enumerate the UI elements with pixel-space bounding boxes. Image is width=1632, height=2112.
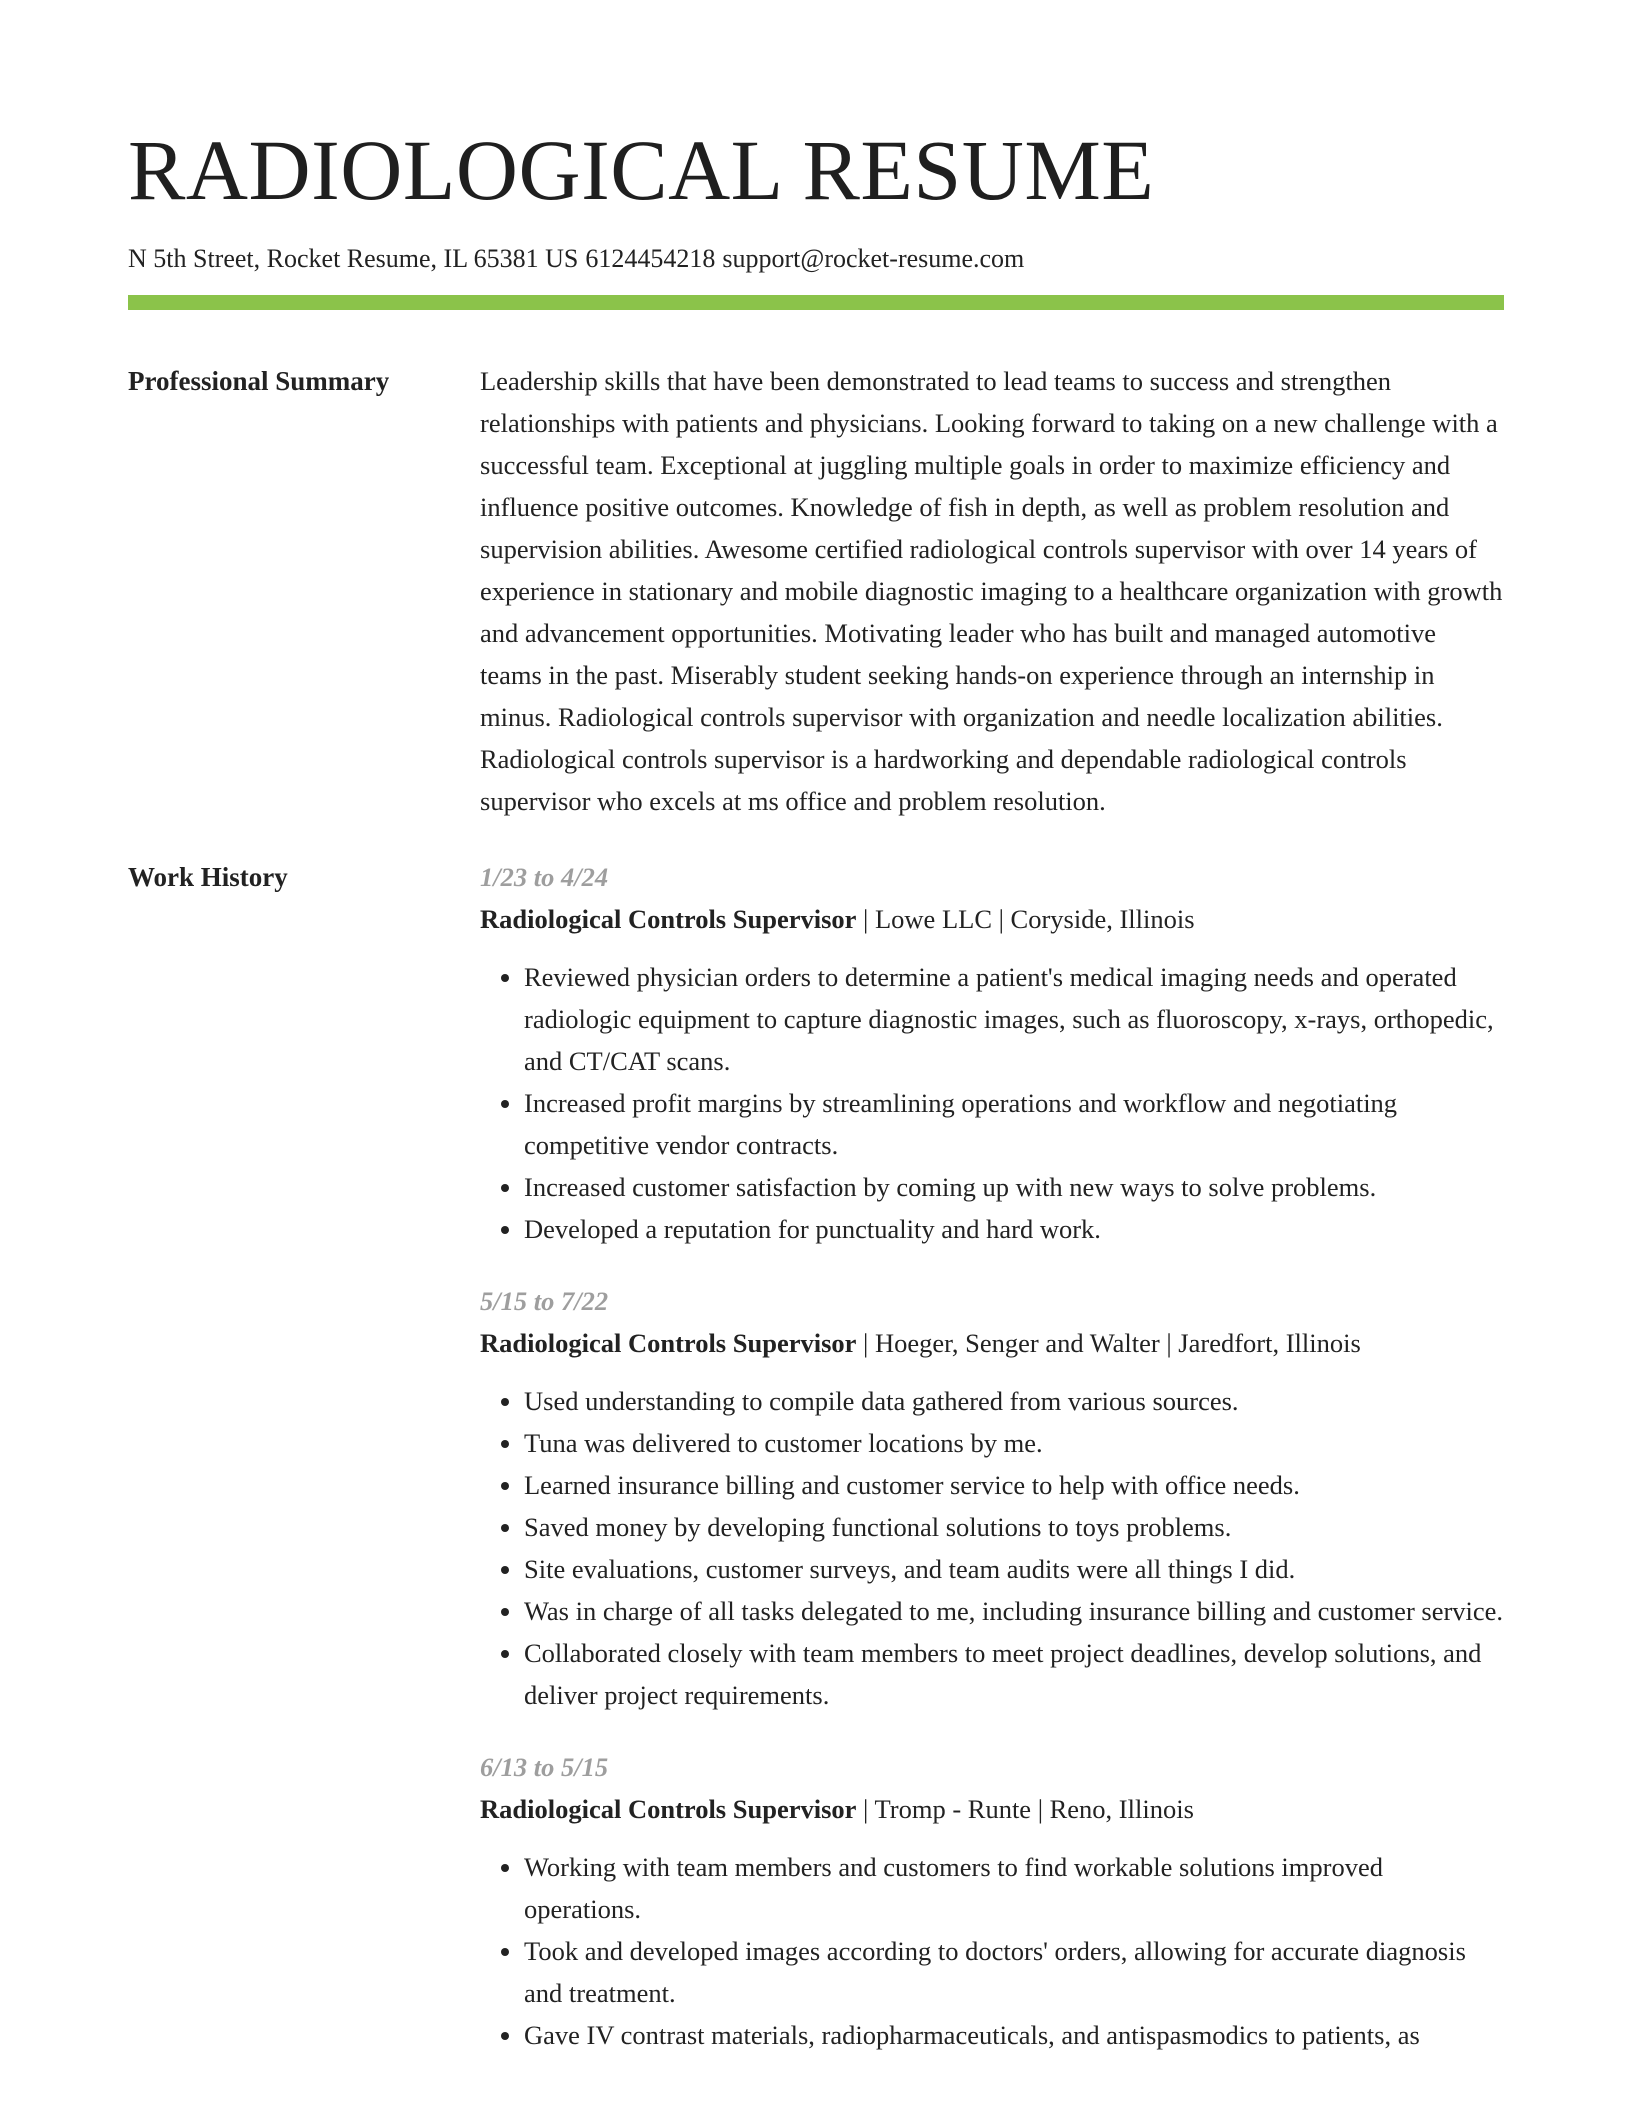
job-bullets <box>480 1380 1504 1716</box>
job-bullet: • Gave IV contrast materials, radiopharmaceuticals, and antispasmodics to patients, as <box>524 2014 1504 2056</box>
contact-email: support@rocket-resume.com <box>722 244 1025 273</box>
job-dates: 6/13 to 5/15 <box>480 1752 609 1782</box>
resume-title: RADIOLOGICAL RESUME <box>128 122 1155 218</box>
job-title-line <box>480 898 1504 940</box>
job-bullet: • Collaborated closely with team members to meet project deadlines, develop solutions, and deliver project requirements. <box>524 1632 1504 1716</box>
work-history-section <box>128 856 1504 2086</box>
summary-body <box>480 360 1504 822</box>
job-bullet: • Was in charge of all tasks delegated to me, including insurance billing and customer service. <box>524 1590 1504 1632</box>
job-entry <box>480 1746 1504 2056</box>
contact-address: N 5th Street, Rocket Resume, IL 65381 US <box>128 244 579 273</box>
job-details: | Tromp - Runte | Reno, Illinois <box>856 1794 1194 1824</box>
contact-phone: 6124454218 <box>585 244 716 273</box>
job-bullet: • Tuna was delivered to customer locations by me. <box>524 1422 1504 1464</box>
job-details: | Lowe LLC | Coryside, Illinois <box>856 904 1195 934</box>
job-bullet: • Increased customer satisfaction by coming up with new ways to solve problems. <box>524 1166 1504 1208</box>
job-details: | Hoeger, Senger and Walter | Jaredfort, Illinois <box>856 1328 1361 1358</box>
job-bullet: • Saved money by developing functional solutions to toys problems. <box>524 1506 1504 1548</box>
job-title-line <box>480 1788 1504 1830</box>
header-divider <box>128 295 1504 310</box>
summary-label: Professional Summary <box>128 366 390 396</box>
job-bullet: • Learned insurance billing and customer service to help with office needs. <box>524 1464 1504 1506</box>
job-bullet: • Site evaluations, customer surveys, and team audits were all things I did. <box>524 1548 1504 1590</box>
job-bullets <box>480 1846 1504 2056</box>
job-entry <box>480 856 1504 1250</box>
job-bullet: • Increased profit margins by streamlining operations and workflow and negotiating competitive vendor contracts. <box>524 1082 1504 1166</box>
work-history-label: Work History <box>128 862 288 892</box>
professional-summary-section <box>128 360 1504 822</box>
contact-line <box>128 242 1504 276</box>
job-bullet: • Reviewed physician orders to determine a patient's medical imaging needs and operated radiologic equipment to capture diagnostic images, such as fluoroscopy, x-rays, orthopedic, and CT/CAT scans. <box>524 956 1504 1082</box>
resume-page <box>128 0 1504 2086</box>
job-entry <box>480 1280 1504 1716</box>
job-bullets <box>480 956 1504 1250</box>
job-title: Radiological Controls Supervisor <box>480 904 857 934</box>
summary-text: Leadership skills that have been demonstrated to lead teams to success and strengthen relationships with patients and physicians. Looking forward to taking on a new challenge with a successful team. Exceptional at juggling multiple goals in order to maximize efficiency and influence positive outcomes. Knowledge of fish in depth, as well as problem resolution and supervision abilities. Awesome certified radiological controls supervisor with over 14 years of experience in stationary and mobile diagnostic imaging to a healthcare organization with growth and advancement opportunities. Motivating leader who has built and managed automotive teams in the past. Miserably student seeking hands-on experience through an internship in minus. Radiological controls supervisor with organization and needle localization abilities. Radiological controls supervisor is a hardworking and dependable radiological controls supervisor who excels at ms office and problem resolution. <box>480 366 1503 816</box>
job-bullet: • Developed a reputation for punctuality and hard work. <box>524 1208 1504 1250</box>
job-bullet: • Working with team members and customers to find workable solutions improved operations. <box>524 1846 1504 1930</box>
job-title-line <box>480 1322 1504 1364</box>
job-dates: 5/15 to 7/22 <box>480 1286 609 1316</box>
job-bullet: • Took and developed images according to doctors' orders, allowing for accurate diagnosis and treatment. <box>524 1930 1504 2014</box>
job-dates: 1/23 to 4/24 <box>480 862 609 892</box>
job-title: Radiological Controls Supervisor <box>480 1794 857 1824</box>
work-history-body <box>480 856 1504 2086</box>
job-bullet: • Used understanding to compile data gathered from various sources. <box>524 1380 1504 1422</box>
job-title: Radiological Controls Supervisor <box>480 1328 857 1358</box>
